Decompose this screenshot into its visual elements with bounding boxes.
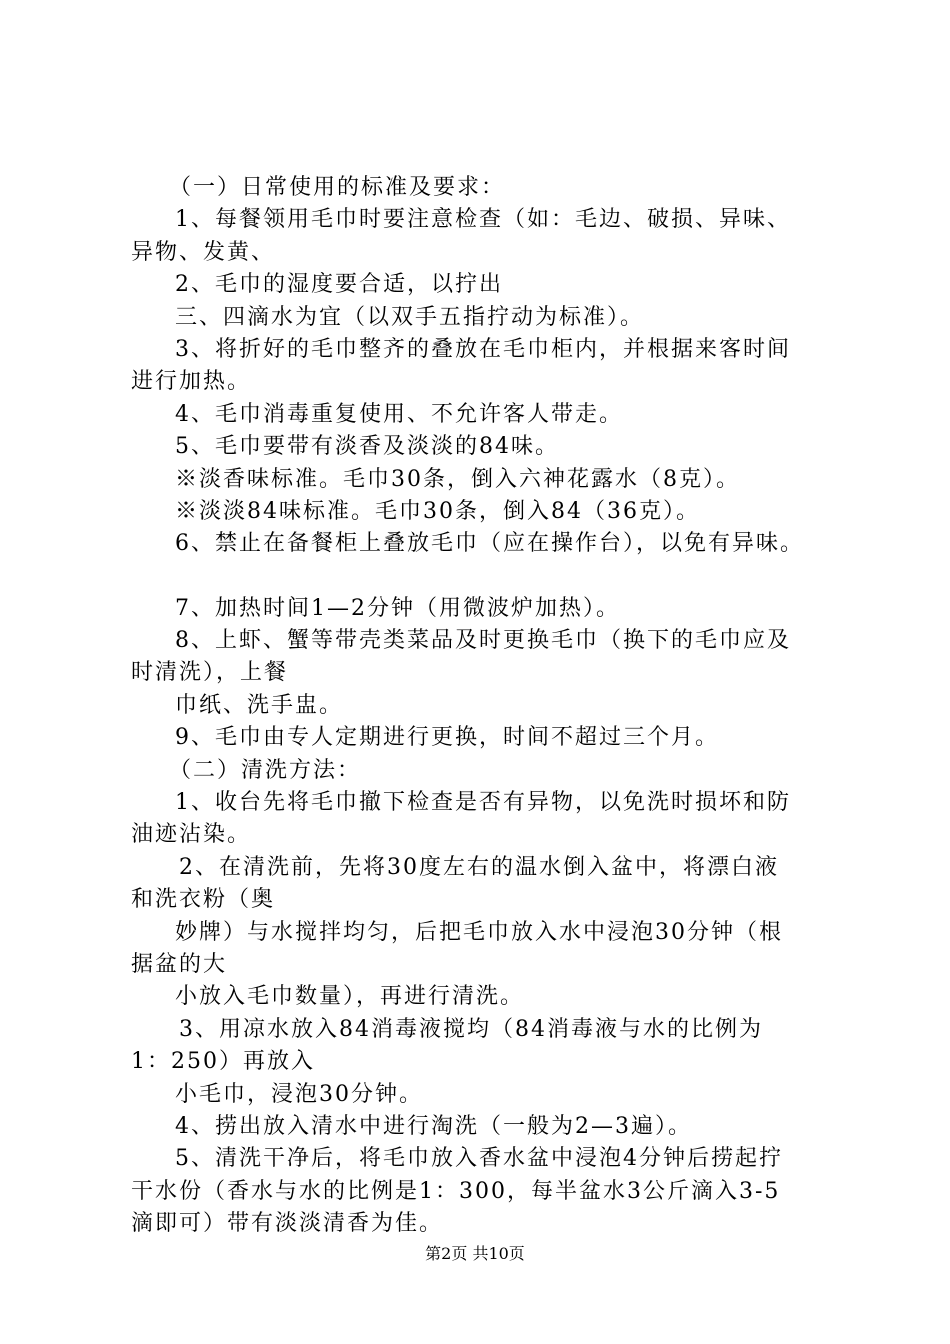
text-line: （二）清洗方法：: [169, 757, 362, 783]
text-line: 1：250）再放入: [131, 1049, 315, 1075]
blank-line: [131, 561, 851, 593]
text-line: 6、禁止在备餐柜上叠放毛巾（应在操作台），以免有异味。: [175, 531, 804, 557]
text-line: 3、将折好的毛巾整齐的叠放在毛巾柜内，并根据来客时间: [175, 336, 791, 362]
text-line: 5、清洗干净后，将毛巾放入香水盆中浸泡4分钟后捞起拧: [175, 1146, 783, 1172]
text-line: 2、毛巾的湿度要合适，以拧出: [175, 272, 503, 298]
page-footer: [0, 1244, 950, 1264]
text-line: （一）日常使用的标准及要求：: [169, 175, 506, 200]
text-line: 时清洗），上餐: [131, 660, 289, 686]
text-line: 4、毛巾消毒重复使用、不允许客人带走。: [175, 401, 623, 427]
text-line: 1、每餐领用毛巾时要注意检查（如：毛边、破损、异味、: [175, 207, 791, 233]
text-line: 2、在清洗前，先将30度左右的温水倒入盆中，将漂白液: [179, 854, 779, 880]
text-line: 三、四滴水为宜（以双手五指拧动为标准）。: [175, 304, 645, 330]
text-line: 进行加热。: [131, 369, 252, 395]
text-line: 4、捞出放入清水中进行淘洗（一般为2—3遍）。: [175, 1113, 692, 1139]
text-line: 干水份（香水与水的比例是1：300，每半盆水3公斤滴入3-5: [131, 1178, 781, 1204]
text-line: 1、收台先将毛巾撤下检查是否有异物，以免洗时损坏和防: [175, 790, 791, 816]
text-line: 小毛巾，浸泡30分钟。: [175, 1081, 423, 1107]
text-line: 滴即可）带有淡淡清香为佳。: [131, 1211, 444, 1237]
text-line: 和洗衣粉（奥: [131, 887, 276, 913]
text-line: 7、加热时间1—2分钟（用微波炉加热）。: [175, 595, 620, 621]
text-line: 5、毛巾要带有淡香及淡淡的84味。: [175, 434, 559, 460]
document-body: [131, 172, 851, 1241]
text-line: 9、毛巾由专人定期进行更换，时间不超过三个月。: [175, 725, 719, 751]
text-line: 异物、发黄、: [131, 239, 276, 265]
text-line: ※淡香味标准。毛巾30条，倒入六神花露水（8克）。: [175, 466, 740, 492]
text-line: 8、上虾、蟹等带壳类菜品及时更换毛巾（换下的毛巾应及: [175, 628, 791, 654]
text-line: ※淡淡84味标准。毛巾30条，倒入84（36克）。: [175, 498, 700, 524]
text-line: 据盆的大: [131, 951, 228, 977]
text-line: 巾纸、洗手盅。: [175, 692, 344, 718]
page-number-label: 第2页 共10页: [425, 1244, 525, 1263]
text-line: 3、用凉水放入84消毒液搅均（84消毒液与水的比例为: [179, 1016, 763, 1042]
text-line: 小放入毛巾数量），再进行清洗。: [175, 984, 525, 1010]
text-line: 油迹沾染。: [131, 822, 252, 848]
text-line: 妙牌）与水搅拌均匀，后把毛巾放入水中浸泡30分钟（根: [175, 919, 783, 945]
